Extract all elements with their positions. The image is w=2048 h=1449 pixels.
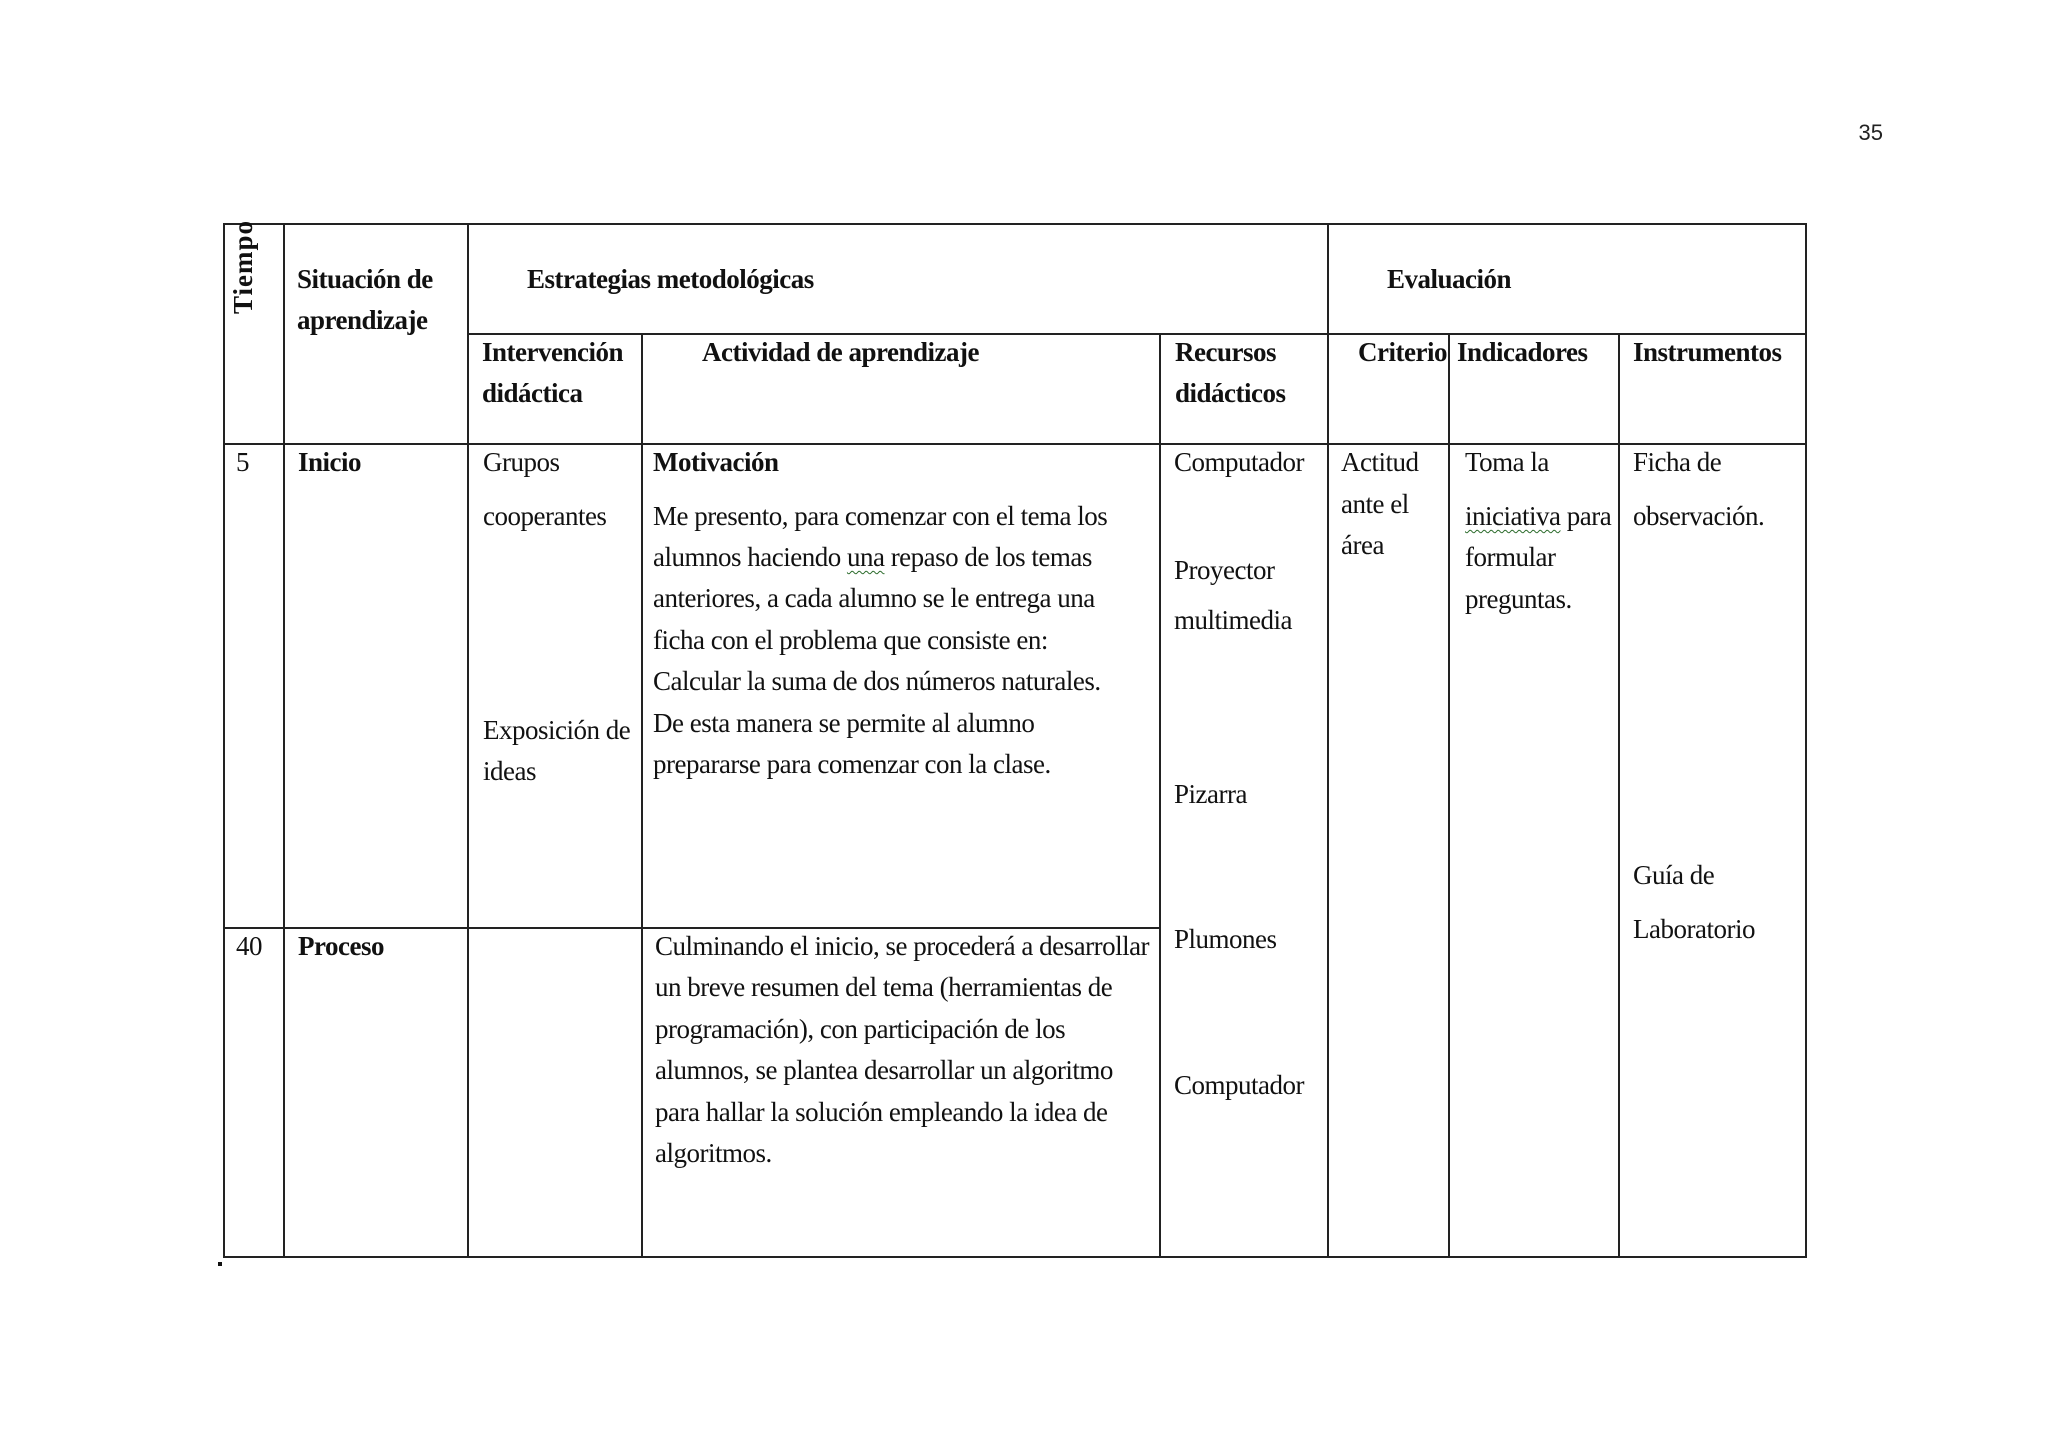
proceso-situacion: Proceso xyxy=(298,931,384,961)
instrumentos-line1: Ficha de xyxy=(1633,447,1722,477)
col-divider-actividad xyxy=(1159,333,1161,1258)
indicadores-line4: preguntas. xyxy=(1465,584,1572,614)
indicadores-line3: formular xyxy=(1465,542,1556,572)
header-intervencion-line2: didáctica xyxy=(482,378,583,408)
inicio-intervencion-line1: Grupos xyxy=(483,447,560,477)
inicio-situacion: Inicio xyxy=(298,447,362,477)
recurso-plumones: Plumones xyxy=(1174,924,1277,954)
inicio-intervencion-line4: ideas xyxy=(483,756,536,786)
proceso-actividad-line1: Culminando el inicio, se procederá a desarrollar xyxy=(655,931,1150,961)
proceso-actividad-line5: para hallar la solución empleando la idea de xyxy=(655,1097,1108,1127)
header-situacion-line2: aprendizaje xyxy=(297,305,428,335)
page-number: 35 xyxy=(1858,120,1883,145)
header-evaluacion: Evaluación xyxy=(1387,264,1512,294)
instrumentos-line4: Laboratorio xyxy=(1633,914,1755,944)
stray-dot xyxy=(218,1262,222,1266)
lesson-plan-table: Tiempo Situación de aprendizaje Estrategias metodológicas Evaluación Intervención didáctica Actividad de aprendizaje Recursos didácticos Criterio Indicadores Instrumentos 5 Inicio Grupos cooperantes Exposición de ideas Motivación Me presento, para comenzar con el tema los alumnos haciendo una repaso de los temas anteriores, a cada alumno se le entrega una ficha con el problema que consiste en: Calcular la suma de dos números naturales. De esta manera se permite al alumno prepararse para comenzar con la clase. Computador Proyector multimedia Pizarra Plumones Computador Actitud ante el área Toma la iniciativa para formular preguntas. Ficha de observación. Guía de Laboratorio 40 Proceso Culminando el inicio, se procederá a desarrollar un breve resumen del tema (herramientas de programación), con participación de los alumnos, se plantea desarrollar un algoritmo para hallar la solución empleando la idea de algoritmos. xyxy=(0,0,2048,1449)
col-divider-tiempo xyxy=(283,223,285,1258)
col-divider-criterio xyxy=(1448,333,1450,1258)
criterio-line1: Actitud xyxy=(1341,447,1419,477)
table-border-bottom xyxy=(223,1256,1807,1258)
table-border-top xyxy=(223,223,1807,225)
header-instrumentos: Instrumentos xyxy=(1633,337,1782,367)
header-divider-bottom xyxy=(223,443,1807,445)
indicadores-line1: Toma la xyxy=(1465,447,1549,477)
instrumentos-line3: Guía de xyxy=(1633,860,1715,890)
inicio-actividad-line7: prepararse para comenzar con la clase. xyxy=(653,749,1051,779)
proceso-tiempo: 40 xyxy=(236,931,262,961)
proceso-actividad-line6: algoritmos. xyxy=(655,1138,772,1168)
inicio-actividad-line3: anteriores, a cada alumno se le entrega una xyxy=(653,583,1095,613)
col-divider-recursos xyxy=(1327,223,1329,1258)
col-divider-indicadores xyxy=(1618,333,1620,1258)
inicio-actividad-line2: alumnos haciendo una repaso de los temas xyxy=(653,542,1092,572)
instrumentos-line2: observación. xyxy=(1633,501,1765,531)
recurso-pizarra: Pizarra xyxy=(1174,779,1247,809)
table-border-left xyxy=(223,223,225,1258)
indicadores-line2: iniciativa para xyxy=(1465,501,1612,531)
col-divider-intervencion xyxy=(641,333,643,1258)
header-recursos-line1: Recursos xyxy=(1175,337,1276,367)
header-indicadores: Indicadores xyxy=(1457,337,1588,367)
criterio-line2: ante el xyxy=(1341,489,1409,519)
inicio-actividad-title: Motivación xyxy=(653,447,779,477)
header-estrategias: Estrategias metodológicas xyxy=(527,264,814,294)
recurso-proyector: Proyector xyxy=(1174,555,1275,585)
col-divider-situacion xyxy=(467,223,469,1258)
inicio-tiempo: 5 xyxy=(236,447,249,477)
header-actividad: Actividad de aprendizaje xyxy=(702,337,979,367)
header-criterio: Criterio xyxy=(1358,337,1447,367)
table-border-right xyxy=(1805,223,1807,1258)
proceso-actividad-line4: alumnos, se plantea desarrollar un algoritmo xyxy=(655,1055,1113,1085)
inicio-intervencion-line3: Exposición de xyxy=(483,715,631,745)
header-divider-sub xyxy=(467,333,1807,335)
inicio-actividad-line6: De esta manera se permite al alumno xyxy=(653,708,1035,738)
header-recursos-line2: didácticos xyxy=(1175,378,1286,408)
proceso-actividad-line3: programación), con participación de los xyxy=(655,1014,1066,1044)
recurso-computador-1: Computador xyxy=(1174,447,1304,477)
header-intervencion-line1: Intervención xyxy=(482,337,623,367)
recurso-computador-2: Computador xyxy=(1174,1070,1304,1100)
inicio-actividad-line4: ficha con el problema que consiste en: xyxy=(653,625,1048,655)
recurso-multimedia: multimedia xyxy=(1174,605,1292,635)
criterio-line3: área xyxy=(1341,530,1384,560)
header-situacion-line1: Situación de xyxy=(297,264,433,294)
inicio-actividad-line5: Calcular la suma de dos números naturales. xyxy=(653,666,1101,696)
inicio-actividad-line1: Me presento, para comenzar con el tema los xyxy=(653,501,1108,531)
proceso-actividad-line2: un breve resumen del tema (herramientas de xyxy=(655,972,1113,1002)
inicio-intervencion-line2: cooperantes xyxy=(483,501,607,531)
